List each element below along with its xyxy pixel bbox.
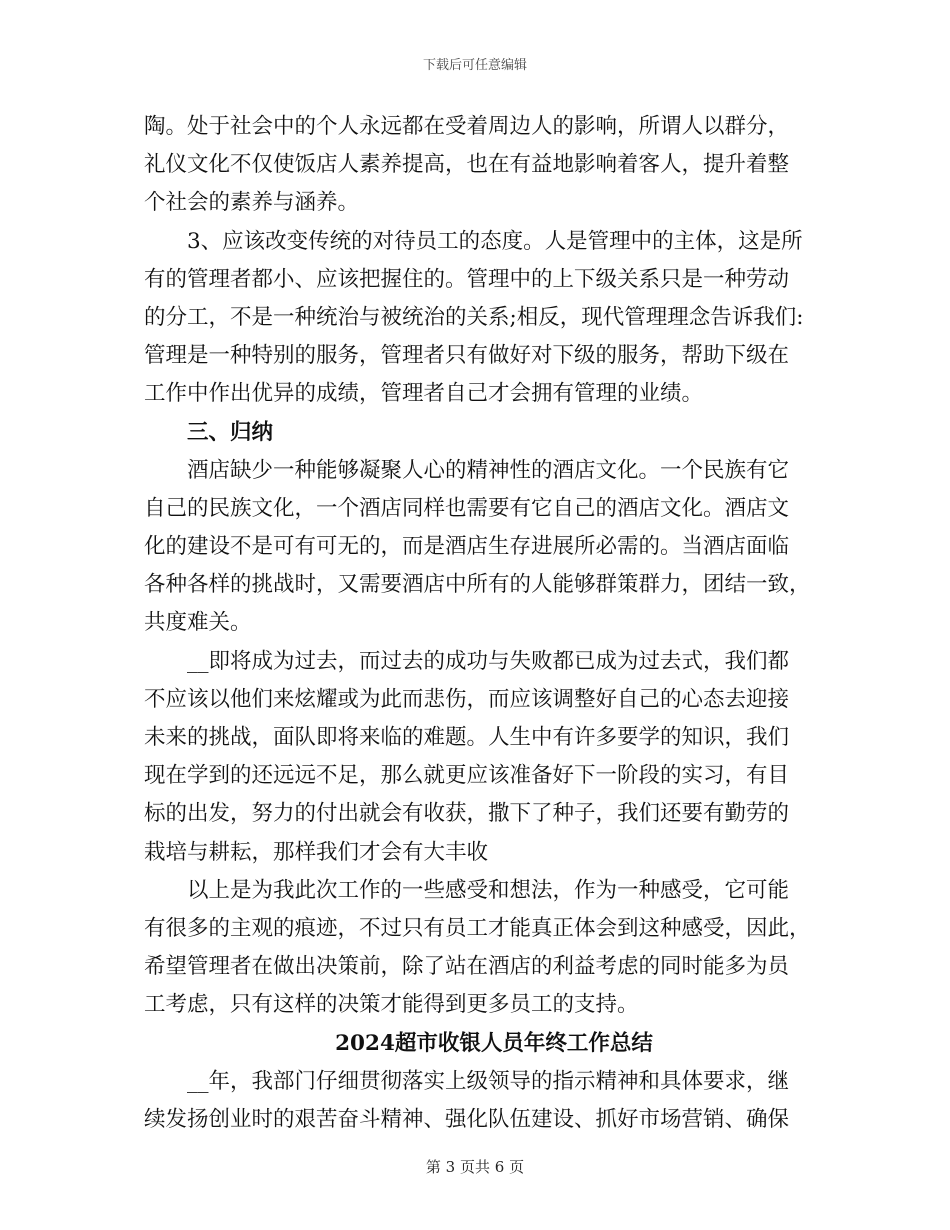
- page-header: 下载后可任意编辑: [422, 58, 527, 73]
- text-line: 工作中作出优异的成绩，管理者自己才会拥有管理的业绩。: [144, 381, 704, 407]
- document-title: 2024超市收银人员年终工作总结: [335, 1030, 653, 1056]
- text-line: 不应该以他们来炫耀或为此而悲伤，而应该调整好自己的心态去迎接: [144, 686, 790, 712]
- text-line: 工考虑，只有这样的决策才能得到更多员工的支持。: [144, 992, 639, 1018]
- document-body: [144, 108, 824, 1139]
- text-line: 的分工，不是一种统治与被统治的关系;相反，现代管理理念告诉我们:: [144, 304, 804, 330]
- text-line: 现在学到的还远远不足，那么就更应该准备好下一阶段的实习，有目: [144, 763, 790, 789]
- text-line: __年，我部门仔细贯彻落实上级领导的指示精神和具体要求，继: [187, 1068, 790, 1094]
- text-line: 各种各样的挑战时，又需要酒店中所有的人能够群策群力，团结一致，: [144, 572, 811, 598]
- page-footer: 第 3 页共 6 页: [425, 1158, 525, 1176]
- text-line: 希望管理者在做出决策前，除了站在酒店的利益考虑的同时能多为员: [144, 954, 790, 980]
- text-line: 栽培与耕耘，那样我们才会有大丰收: [144, 839, 489, 865]
- text-line: 未来的挑战，面队即将来临的难题。人生中有许多要学的知识，我们: [144, 725, 790, 750]
- text-line: 3、应该改变传统的对待员工的态度。人是管理中的主体，这是所: [187, 228, 803, 254]
- text-line: 自己的民族文化，一个酒店同样也需要有它自己的酒店文化。酒店文: [144, 495, 790, 521]
- text-line: __即将成为过去，而过去的成功与失败都已成为过去式，我们都: [187, 648, 790, 674]
- text-line: 有的管理者都小、应该把握住的。管理中的上下级关系只是一种劳动: [144, 266, 790, 292]
- text-line: 续发扬创业时的艰苦奋斗精神、强化队伍建设、抓好市场营销、确保: [144, 1106, 790, 1132]
- text-line: 有很多的主观的痕迹，不过只有员工才能真正体会到这种感受，因此，: [144, 915, 811, 941]
- text-line: 标的出发，努力的付出就会有收获，撒下了种子，我们还要有勤劳的: [144, 801, 790, 827]
- text-line: 礼仪文化不仅使饭店人素养提高，也在有益地影响着客人，提升着整: [144, 152, 790, 178]
- text-line: 陶。处于社会中的个人永远都在受着周边人的影响，所谓人以群分，: [144, 114, 790, 139]
- text-line: 共度难关。: [144, 610, 252, 636]
- text-line: 管理是一种特别的服务，管理者只有做好对下级的服务，帮助下级在: [144, 343, 790, 369]
- text-line: 以上是为我此次工作的一些感受和想法，作为一种感受，它可能: [187, 877, 790, 903]
- text-line: 个社会的素养与涵养。: [144, 190, 360, 216]
- section-heading: 三、归纳: [187, 419, 274, 445]
- text-line: 化的建设不是可有可无的，而是酒店生存进展所必需的。当酒店面临: [144, 534, 790, 560]
- text-line: 酒店缺少一种能够凝聚人心的精神性的酒店文化。一个民族有它: [187, 457, 790, 483]
